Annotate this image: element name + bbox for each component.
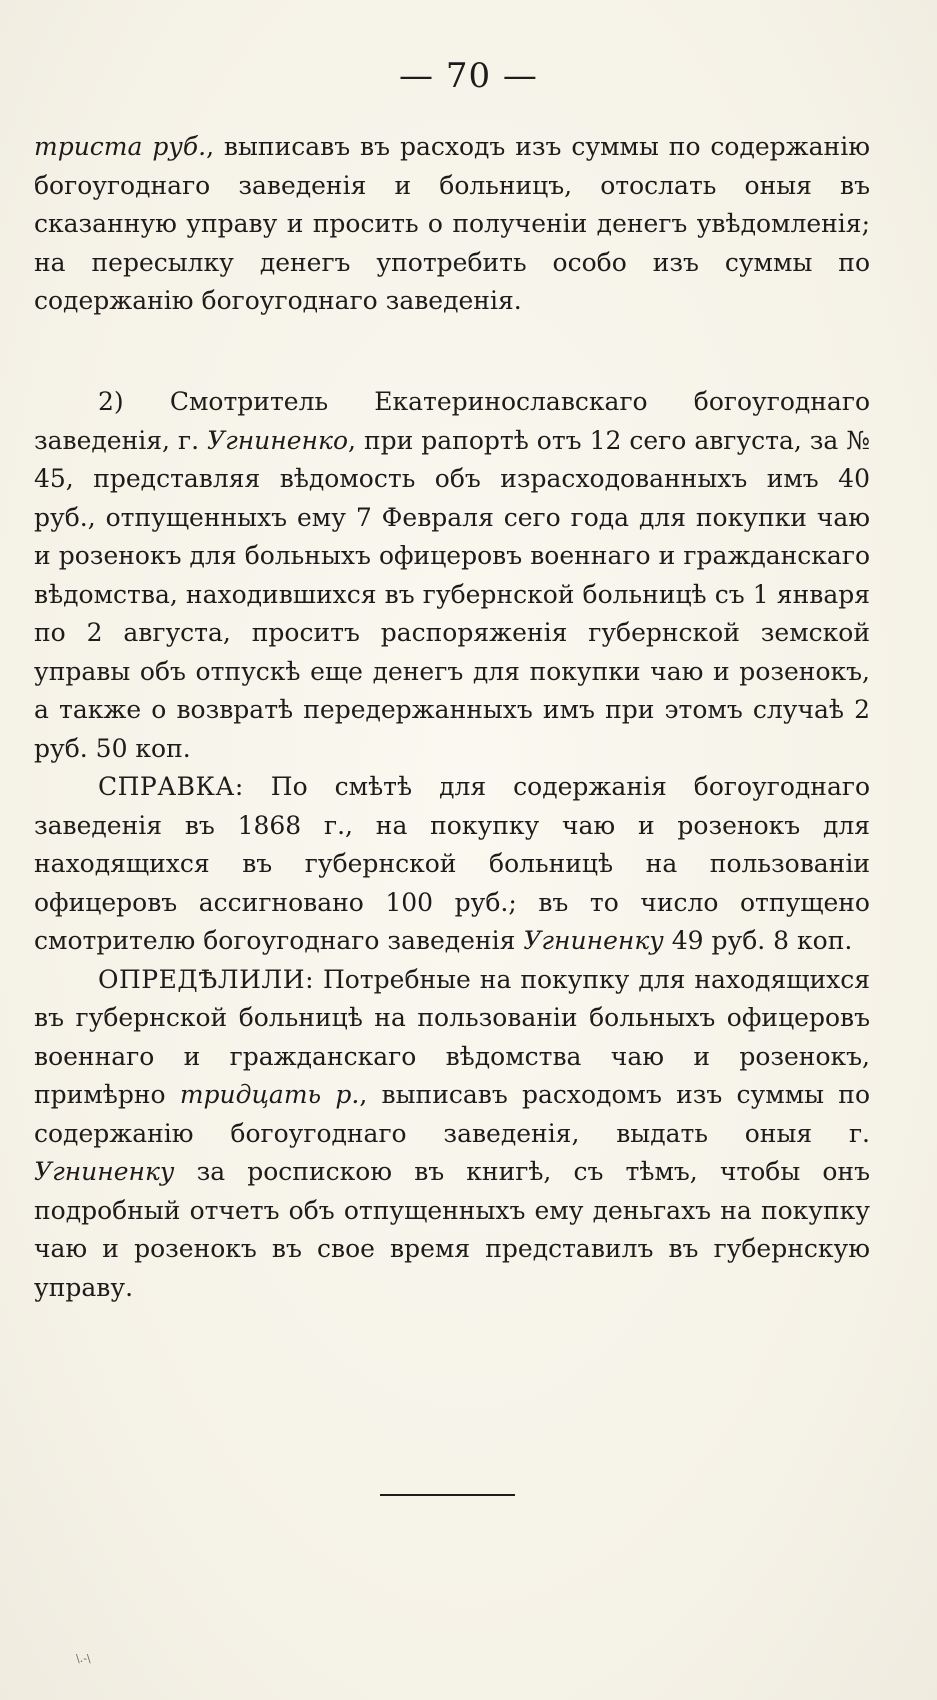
- resolution-person-name: Угниненку: [34, 1157, 175, 1186]
- printer-mark: \.-\: [76, 1652, 91, 1665]
- item-2-report: [34, 383, 870, 768]
- person-name: Угниненко: [207, 425, 348, 455]
- item-2-text-a: 2) Смотритель Екатеринославскаго богоугоднаго заведенія, г.: [34, 387, 870, 455]
- resolution-paragraph: [34, 961, 870, 1308]
- resolution-text-a: Потребные на покупку для находящихся въ губернской больницѣ на пользованіи больныхъ офицеровъ военнаго и гражданскаго вѣдомства чаю и розенокъ, примѣрно: [34, 964, 870, 1109]
- resolution-sum: тридцать р.: [179, 1080, 360, 1109]
- continuation-text: , выписавъ въ расходъ изъ суммы по содержанію богоугоднаго заведенія и больницъ, отослать оныя въ сказанную управу и просить о полученіи денегъ увѣдомленія; на пересылку денегъ употребить особо изъ суммы по содержанію богоугоднаго заведенія.: [34, 132, 870, 315]
- resolution-text-b: , выписавъ расходомъ изъ суммы по содержанію богоугоднаго заведенія, выдать оныя г.: [34, 1080, 871, 1148]
- section-divider-rule: [380, 1494, 515, 1496]
- reference-text-b: 49 руб. 8 коп.: [663, 926, 853, 955]
- reference-heading: СПРАВКА:: [98, 772, 244, 801]
- item-2-text-b: , при рапортѣ отъ 12 сего августа, за № 45, представляя вѣдомость объ израсходованныхъ имъ 40 руб., отпущенныхъ ему 7 Февраля сего года для покупки чаю и розенокъ для больныхъ офицеровъ военнаго и гражданскаго вѣдомства, находившихся въ губернской больницѣ съ 1 января по 2 августа, проситъ распоряженія губернской земской управы объ отпускѣ еще денегъ для покупки чаю и розенокъ, а также о возвратѣ передержанныхъ имъ при этомъ случаѣ 2 руб. 50 коп.: [34, 425, 870, 763]
- reference-text-a: По смѣтѣ для содержанія богоугоднаго заведенія въ 1868 г., на покупку чаю и розенокъ для находящихся въ губернской больницѣ на пользованіи офицеровъ ассигновано 100 руб.; въ то число отпущено смотрителю богоугоднаго заведенія: [34, 772, 870, 955]
- page-number: — 70 —: [399, 56, 538, 96]
- reference-person-name: Угниненку: [523, 926, 664, 955]
- resolution-heading: ОПРЕДѢЛИЛИ:: [98, 964, 314, 994]
- resolution-text-c: за роспискою въ книгѣ, съ тѣмъ, чтобы онъ подробный отчетъ объ отпущенныхъ ему деньгахъ на покупку чаю и розенокъ въ свое время представилъ въ губернскую управу.: [34, 1157, 870, 1302]
- amount-italic: триста руб.: [34, 132, 207, 161]
- item-2-section: [34, 383, 870, 1307]
- reference-paragraph: [34, 768, 870, 961]
- paragraph-continuation: [34, 128, 870, 321]
